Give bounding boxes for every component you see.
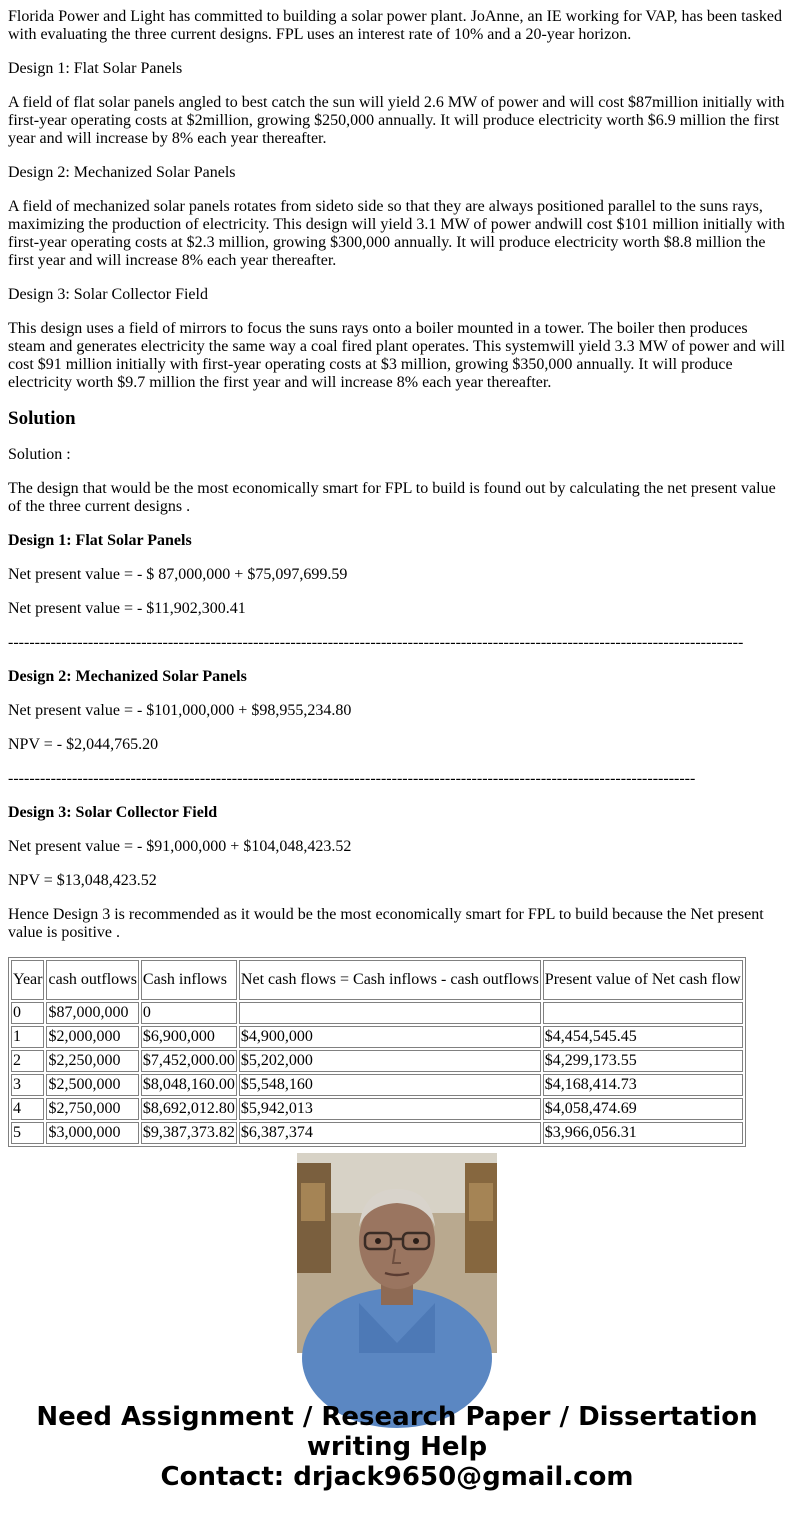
design3-npv-result: NPV = $13,048,423.52 — [8, 872, 157, 889]
table-row — [11, 1098, 743, 1120]
solution-design2-title: Design 2: Mechanized Solar Panels — [8, 668, 247, 685]
solution-design3-title: Design 3: Solar Collector Field — [8, 804, 218, 821]
table-row — [11, 1074, 743, 1096]
pv-cell: $3,966,056.31 — [543, 1122, 743, 1144]
pv-cell: $4,168,414.73 — [543, 1074, 743, 1096]
inflow-cell: $9,387,373.82 — [141, 1122, 237, 1144]
separator-line: ------------------------------------------------------------------------------------------------------------------------------------------ — [8, 634, 744, 651]
design1-title: Design 1: Flat Solar Panels — [8, 60, 183, 77]
table-row — [11, 1002, 743, 1024]
year-cell: 1 — [11, 1026, 44, 1048]
design3-title: Design 3: Solar Collector Field — [8, 286, 208, 303]
net-cell: $6,387,374 — [239, 1122, 541, 1144]
document-body — [8, 8, 786, 1141]
design2-text: A field of mechanized solar panels rotates from sideto side so that they are always positioned parallel to the suns rays, maximizing the production of electricity. This design will yield 3.1 MW of power andwill cost $101 million initially with first-year operating costs at $2.3 million, growing $300,000 annually. It will produce electricity worth $8.8 million the first year and will increase 8% each year thereafter. — [8, 198, 785, 269]
outflow-cell: $2,250,000 — [46, 1050, 138, 1072]
design1-text: A field of flat solar panels angled to best catch the sun will yield 2.6 MW of power and will cost $87million initially with first-year operating costs at $2million, growing $250,000 annually. It will produce electricity worth $6.9 million the first year and will increase by 8% each year thereafter. — [8, 94, 785, 147]
inflow-cell: $8,692,012.80 — [141, 1098, 237, 1120]
design2-npv-result: NPV = - $2,044,765.20 — [8, 736, 159, 753]
outflow-cell: $2,000,000 — [46, 1026, 138, 1048]
promo-line-1: Need Assignment / Research Paper / Dissertation — [36, 1402, 758, 1432]
year-cell: 2 — [11, 1050, 44, 1072]
year-cell: 3 — [11, 1074, 44, 1096]
design2-title: Design 2: Mechanized Solar Panels — [8, 164, 236, 181]
col-inflows-header: Cash inflows — [141, 960, 237, 1000]
outflow-cell: $2,500,000 — [46, 1074, 138, 1096]
author-avatar — [297, 1153, 497, 1353]
net-cell: $5,942,013 — [239, 1098, 541, 1120]
inflow-cell: $6,900,000 — [141, 1026, 237, 1048]
pv-cell: $4,299,173.55 — [543, 1050, 743, 1072]
solution-intro: The design that would be the most economically smart for FPL to build is found out by calculating the net present value of the three current designs . — [8, 480, 776, 515]
outflow-cell: $2,750,000 — [46, 1098, 138, 1120]
year-cell: 5 — [11, 1122, 44, 1144]
net-cell: $5,548,160 — [239, 1074, 541, 1096]
pv-cell — [543, 1002, 743, 1024]
inflow-cell: $8,048,160.00 — [141, 1074, 237, 1096]
net-cell: $5,202,000 — [239, 1050, 541, 1072]
year-cell: 0 — [11, 1002, 44, 1024]
outflow-cell: $3,000,000 — [46, 1122, 138, 1144]
promo-section — [0, 1130, 794, 1523]
col-year-header: Year — [11, 960, 44, 1000]
author-portrait-image — [297, 1153, 497, 1353]
outflow-cell: $87,000,000 — [46, 1002, 138, 1024]
promo-contact: Contact: drjack9650@gmail.com — [160, 1462, 634, 1492]
net-cell — [239, 1002, 541, 1024]
table-header-row — [11, 960, 743, 1000]
solution-heading: Solution — [8, 408, 76, 429]
promo-line-2: writing Help — [306, 1432, 488, 1462]
inflow-cell: 0 — [141, 1002, 237, 1024]
separator-line: --------------------------------------------------------------------------------------------------------------------------------- — [8, 770, 696, 787]
solution-design1-title: Design 1: Flat Solar Panels — [8, 532, 192, 549]
col-net-header: Net cash flows = Cash inflows - cash outflows — [239, 960, 541, 1000]
table-row — [11, 1050, 743, 1072]
inflow-cell: $7,452,000.00 — [141, 1050, 237, 1072]
pv-cell: $4,454,545.45 — [543, 1026, 743, 1048]
table-row — [11, 1026, 743, 1048]
col-outflows-header: cash outflows — [46, 960, 138, 1000]
solution-label: Solution : — [8, 446, 71, 463]
design2-npv-formula: Net present value = - $101,000,000 + $98,955,234.80 — [8, 702, 352, 719]
promo-banner — [0, 1402, 794, 1492]
conclusion: Hence Design 3 is recommended as it would be the most economically smart for FPL to build because the Net present value is positive . — [8, 906, 764, 941]
year-cell: 4 — [11, 1098, 44, 1120]
cash-flow-table — [8, 957, 746, 1147]
col-pv-header: Present value of Net cash flow — [543, 960, 743, 1000]
design3-npv-formula: Net present value = - $91,000,000 + $104,048,423.52 — [8, 838, 352, 855]
pv-cell: $4,058,474.69 — [543, 1098, 743, 1120]
problem-intro: Florida Power and Light has committed to building a solar power plant. JoAnne, an IE working for VAP, has been tasked with evaluating the three current designs. FPL uses an interest rate of 10% and a 20-year horizon. — [8, 8, 782, 43]
design3-text: This design uses a field of mirrors to focus the suns rays onto a boiler mounted in a tower. The boiler then produces steam and generates electricity the same way a coal fired plant operates. This systemwill yield 3.3 MW of power and will cost $91 million initially with first-year operating costs at $3 million, growing $350,000 annually. It will produce electricity worth $9.7 million the first year and will increase 8% each year thereafter. — [8, 320, 785, 391]
design1-npv-result: Net present value = - $11,902,300.41 — [8, 600, 246, 617]
net-cell: $4,900,000 — [239, 1026, 541, 1048]
cash-flow-table-viewport — [8, 957, 786, 1141]
design1-npv-formula: Net present value = - $ 87,000,000 + $75,097,699.59 — [8, 566, 348, 583]
